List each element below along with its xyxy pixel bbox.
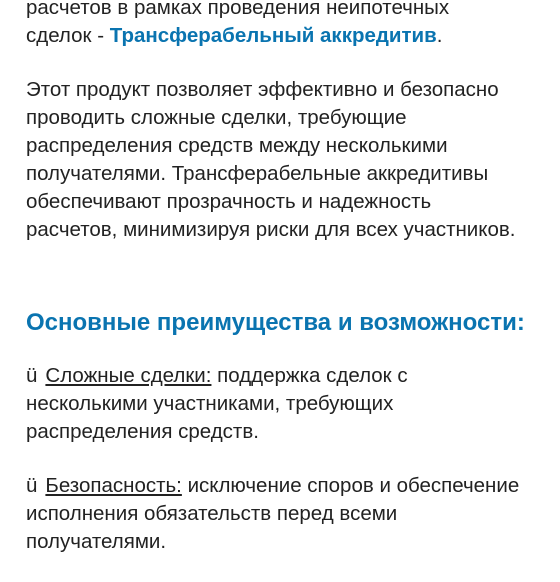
benefit-line: получателями. (26, 530, 167, 553)
benefit-line (26, 472, 551, 500)
intro-line-1: расчетов в рамках проведения неипотечных (26, 0, 450, 19)
benefit-item-security (26, 472, 551, 556)
benefit-line (26, 362, 551, 390)
description-line: получателями. Трансферабельные аккредитивы (26, 162, 489, 185)
benefit-text: исключение споров и обеспечение (181, 474, 520, 497)
description-line: распределения средств между несколькими (26, 134, 448, 157)
benefits-heading: Основные преимущества и возможности: (26, 309, 525, 336)
checkmark-bullet-icon: ü (26, 364, 38, 387)
intro-line-2 (26, 22, 551, 50)
description-line: обеспечивают прозрачность и надежность (26, 190, 432, 213)
benefit-item-complex-deals (26, 362, 551, 446)
benefit-term: Безопасность: (45, 474, 182, 497)
description-paragraph (26, 76, 551, 244)
intro-paragraph (26, 0, 551, 50)
benefit-line: исполнения обязательств перед всеми (26, 502, 398, 525)
intro-prefix: сделок - (26, 24, 110, 47)
benefit-line: распределения средств. (26, 420, 259, 443)
description-line: Этот продукт позволяет эффективно и безопасно (26, 78, 499, 101)
benefit-term: Сложные сделки: (45, 364, 212, 387)
article-content (26, 0, 551, 582)
description-line: расчетов, минимизируя риски для всех участников. (26, 218, 516, 241)
product-link[interactable]: Трансферабельный аккредитив (109, 24, 437, 47)
benefit-text: поддержка сделок с (211, 364, 408, 387)
checkmark-bullet-icon: ü (26, 474, 38, 497)
intro-suffix: . (436, 24, 443, 47)
description-line: проводить сложные сделки, требующие (26, 106, 407, 129)
benefit-line: несколькими участниками, требующих (26, 392, 394, 415)
